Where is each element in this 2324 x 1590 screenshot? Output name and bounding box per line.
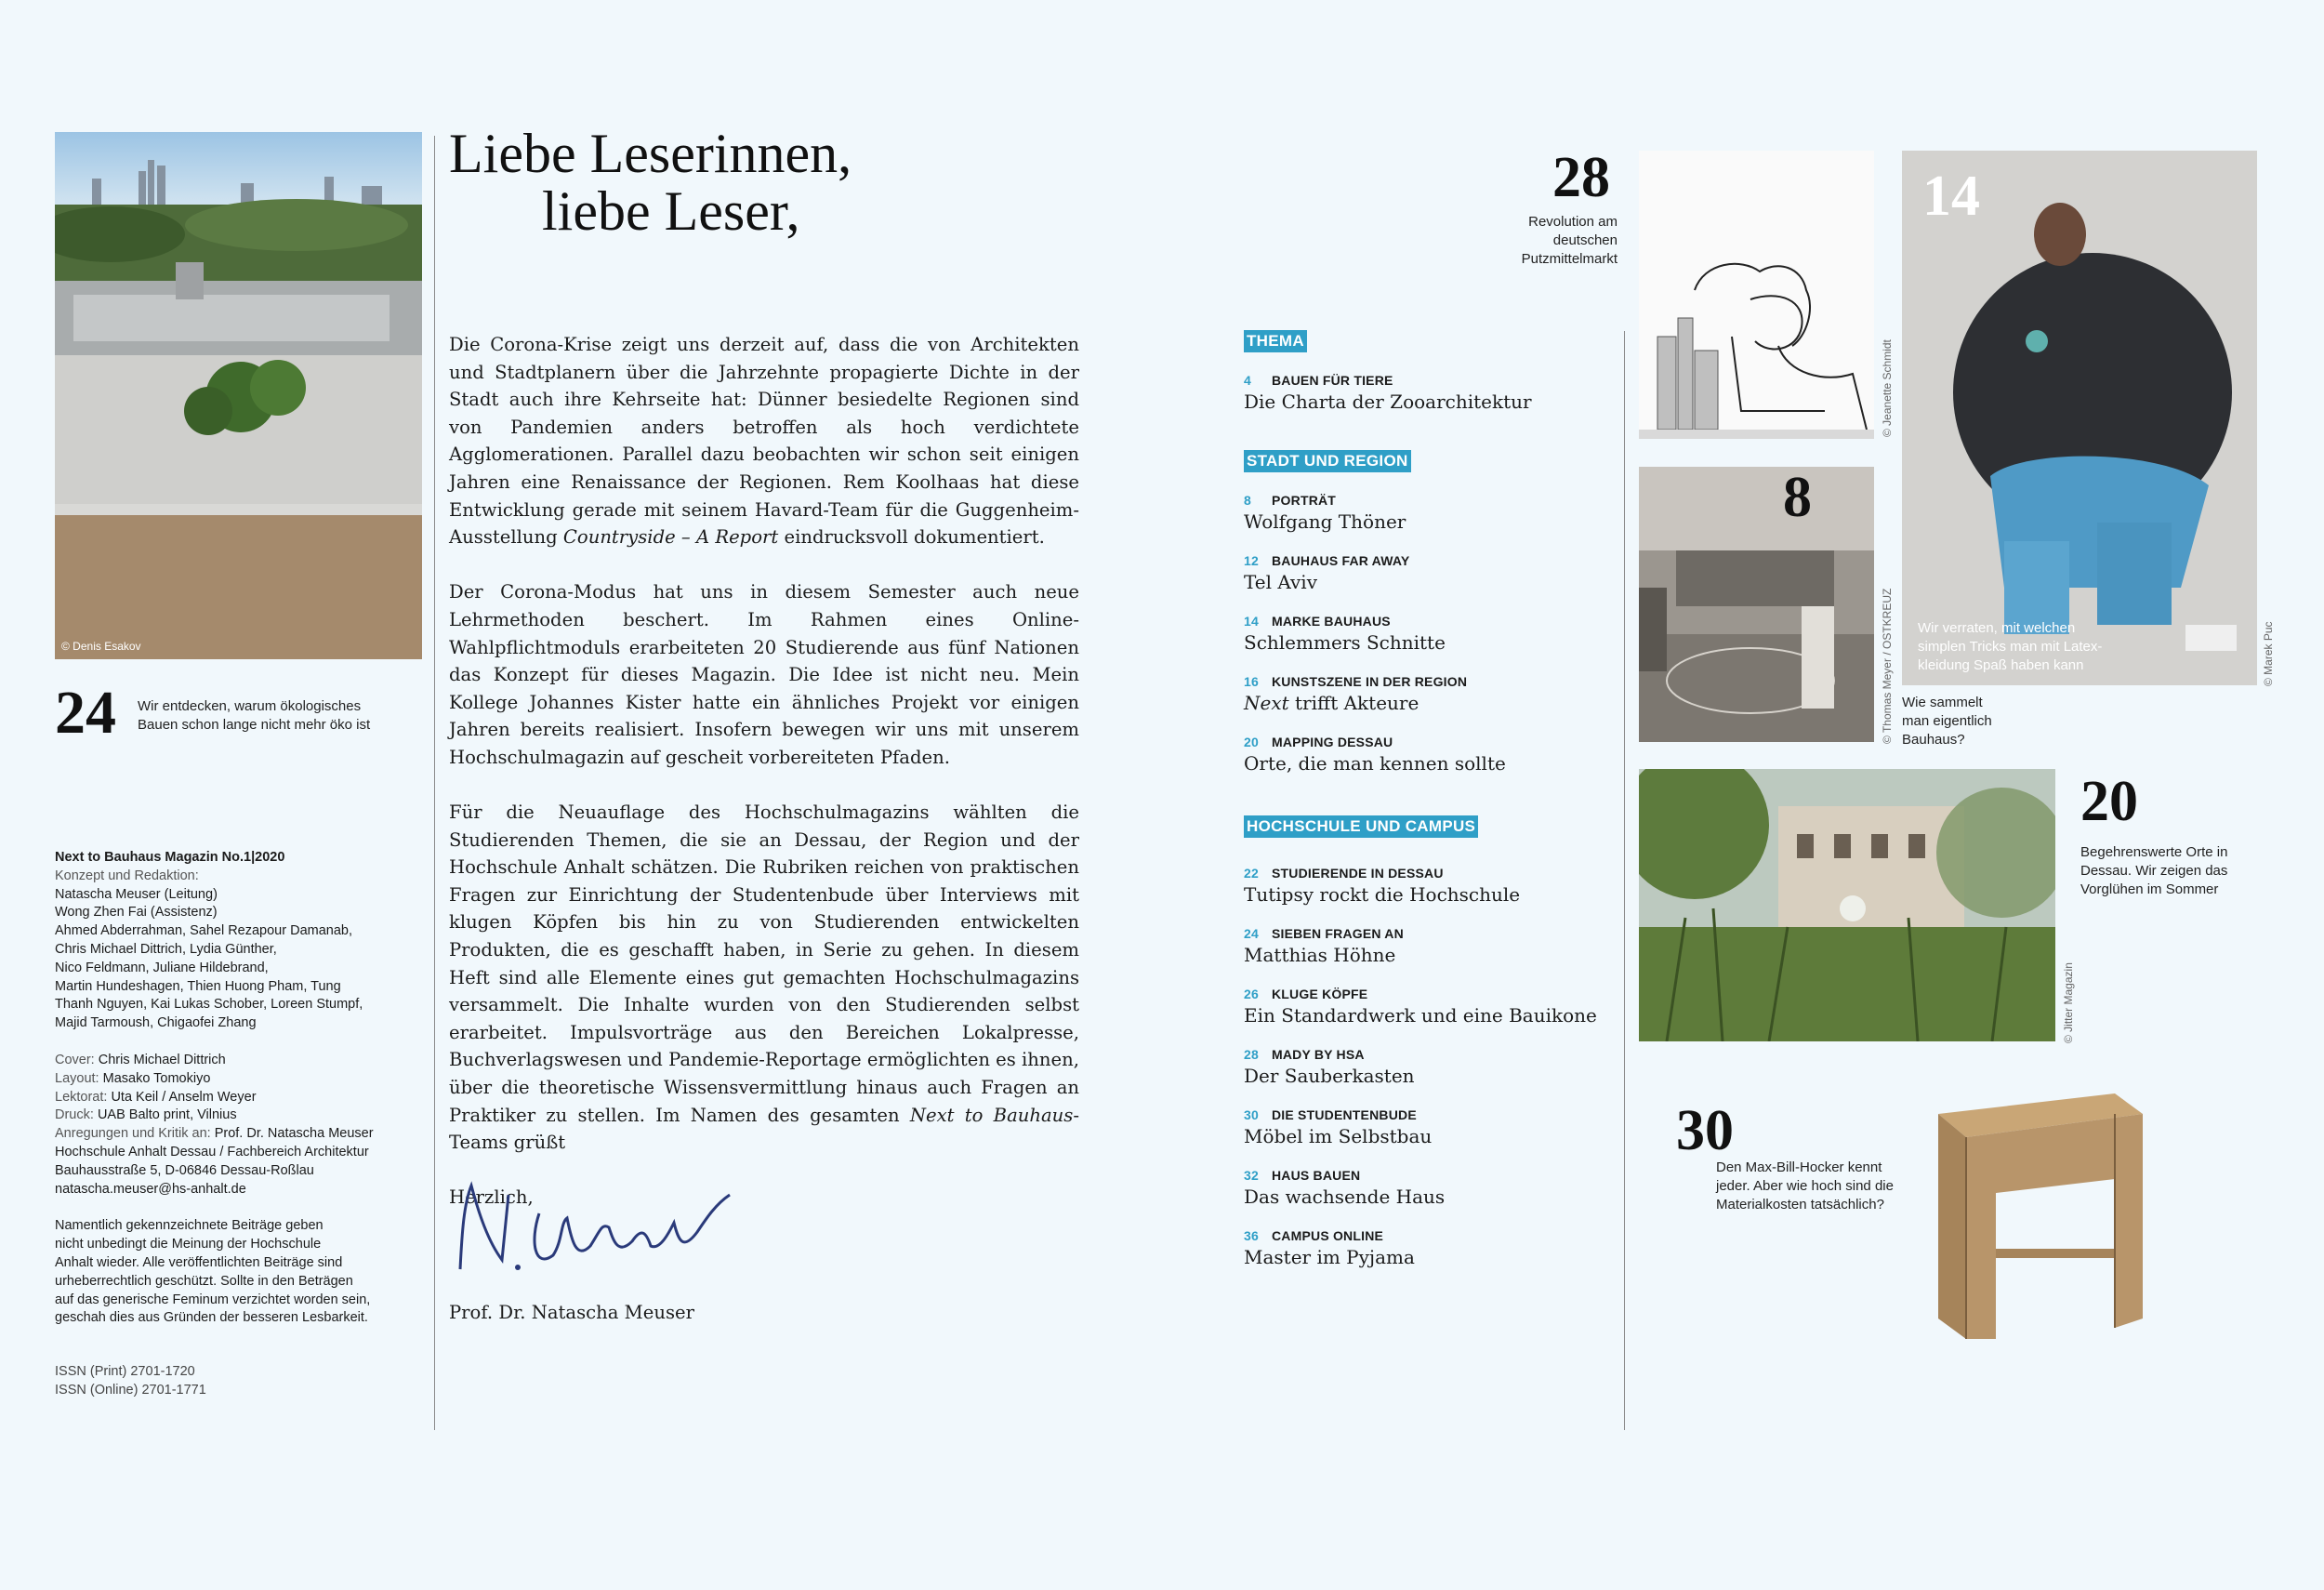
- toc-entry[interactable]: 22 STUDIERENDE IN DESSAU Tutipsy rockt die Hochschule: [1244, 866, 1521, 906]
- cover-label: Cover:: [55, 1052, 95, 1067]
- imprint-name: Wong Zhen Fai (Assistenz): [55, 905, 218, 921]
- teaser-14-credit: © Marek Puc: [2262, 621, 2275, 686]
- campus-photo-illustration: [55, 132, 422, 659]
- table-of-contents: [1244, 330, 1644, 1268]
- imprint-name: Martin Hundeshagen, Thien Huong Pham, Tung: [55, 978, 341, 994]
- disclaimer-line: nicht unbedingt die Meinung der Hochschule: [55, 1237, 322, 1252]
- imprint-name: Thanh Nguyen, Kai Lukas Schober, Loreen Stumpf,: [55, 997, 363, 1013]
- toc-entry[interactable]: 26 KLUGE KÖPFE Ein Standardwerk und eine Bauikone: [1244, 987, 1597, 1027]
- issn-online: ISSN (Online) 2701-1771: [55, 1382, 206, 1398]
- toc-entry[interactable]: 32 HAUS BAUEN Das wachsende Haus: [1244, 1168, 1446, 1208]
- teaser-24-text: Wir entdecken, warum ökologisches Bauen schon lange nicht mehr öko ist: [138, 698, 371, 733]
- signature-scribble: [451, 1176, 748, 1288]
- park-scene: [1639, 769, 2055, 1041]
- anregungen-value: Prof. Dr. Natascha Meuser: [214, 1126, 374, 1142]
- line-drawing: [1639, 151, 1874, 439]
- letter-paragraph-2: Der Corona-Modus hat uns in diesem Semester auch neue Lehrmethoden beschert. Im Rahmen eines Online-Wahlpflichtmoduls erarbeiteten 20 Studierende aus fünf Nationen das Konzept für dieses Magazin. Die Idee ist nicht neu. Mein Kollege Johannes Kister hatte ein ähnliches Projekt vor einigen Jahren bereits realisiert. Insofern bewegen wir uns mit unserem Hochschulmagazin auf gescheit vorbereiteten Pfaden.: [449, 581, 1079, 768]
- toc-entry[interactable]: 24 SIEBEN FRAGEN AN Matthias Höhne: [1244, 926, 1404, 966]
- toc-entry[interactable]: 16 KUNSTSZENE IN DER REGION Next trifft Akteure: [1244, 674, 1468, 714]
- toc-entry[interactable]: 12 BAUHAUS FAR AWAY Tel Aviv: [1244, 553, 1410, 593]
- cover-value: Chris Michael Dittrich: [98, 1052, 226, 1067]
- toc-entry[interactable]: 28 MADY BY HSA Der Sauberkasten: [1244, 1047, 1415, 1087]
- address-line: Hochschule Anhalt Dessau / Fachbereich Architektur: [55, 1144, 369, 1159]
- teaser-8-number: 8: [1783, 467, 1812, 529]
- teaser-20-text: Begehrenswerte Orte in Dessau. Wir zeigen das Vorglühen im Sommer: [2080, 844, 2228, 897]
- toc-section-stadt-und-region: STADT UND REGION: [1244, 450, 1411, 472]
- teaser-30-text: Den Max-Bill-Hocker kennt jeder. Aber wie hoch sind die Materialkosten tatsächlich?: [1716, 1159, 1894, 1212]
- imprint-title: Next to Bauhaus Magazin No.1|2020: [55, 850, 285, 865]
- address-line: Bauhausstraße 5, D-06846 Dessau-Roßlau: [55, 1162, 314, 1178]
- toc-entry[interactable]: 4 BAUEN FÜR TIERE Die Charta der Zooarchitektur: [1244, 373, 1532, 413]
- toc-entry[interactable]: 20 MAPPING DESSAU Orte, die man kennen sollte: [1244, 735, 1506, 775]
- fashion-figure: [1902, 151, 2257, 685]
- latex-fashion-photo: [1902, 151, 2257, 685]
- disclaimer-line: auf das generische Feminum verzichtet worden sein,: [55, 1292, 371, 1307]
- column-divider-left: [434, 136, 435, 1430]
- disclaimer-line: geschah dies aus Gründen der besseren Lesbarkeit.: [55, 1310, 368, 1326]
- imprint-name: Ahmed Abderrahman, Sahel Rezapour Damanab,: [55, 923, 352, 939]
- greeting-line-1: Liebe Leserinnen,: [449, 123, 852, 184]
- lektorat-value: Uta Keil / Anselm Weyer: [111, 1089, 257, 1105]
- anregungen-label: Anregungen und Kritik an:: [55, 1126, 211, 1142]
- toc-entry[interactable]: 30 DIE STUDENTENBUDE Möbel im Selbstbau: [1244, 1107, 1433, 1147]
- signer-name: Prof. Dr. Natascha Meuser: [449, 1302, 694, 1323]
- imprint: [55, 849, 417, 1328]
- toc-section-hochschule-und-campus: HOCHSCHULE UND CAMPUS: [1244, 815, 1478, 838]
- disclaimer-line: Anhalt wieder. Alle veröffentlichten Beiträge sind: [55, 1254, 343, 1270]
- teaser-14-text: Wir verraten, mit welchen simplen Tricks man mit Latex- kleidung Spaß haben kann: [1918, 620, 2103, 673]
- imprint-name: Nico Feldmann, Juliane Hildebrand,: [55, 960, 269, 975]
- photo-credit: © Denis Esakov: [61, 640, 141, 653]
- imprint-name: Natascha Meuser (Leitung): [55, 886, 218, 902]
- druck-label: Druck:: [55, 1107, 94, 1123]
- toc-section-thema: THEMA: [1244, 330, 1307, 352]
- teaser-28-text: Revolution am deutschen Putzmittelmarkt: [1521, 214, 1618, 267]
- disclaimer-line: urheberrechtlich geschützt. Sollte in den Beträgen: [55, 1273, 353, 1289]
- teaser-30-number: 30: [1676, 1099, 1734, 1162]
- imprint-konzept-label: Konzept und Redaktion:: [55, 868, 199, 883]
- issn: [55, 1363, 206, 1400]
- teaser-24-number: 24: [55, 679, 116, 747]
- teaser-28-credit: © Jeanette Schmidt: [1881, 339, 1894, 437]
- disclaimer-line: Namentlich gekennzeichnete Beiträge geben: [55, 1218, 324, 1234]
- campus-photo: [55, 132, 422, 659]
- editorial-letter: [449, 331, 1079, 1239]
- teaser-28-number: 28: [1552, 146, 1610, 209]
- dessau-park-photo: [1639, 769, 2055, 1041]
- letter-paragraph-1: Die Corona-Krise zeigt uns derzeit auf, dass die von Architekten und Stadtplanern über die Jahrzehnte propagierte Dichte in der Stadt auch ihre Kehrseite hat: Dünner besiedelte Regionen sind von Pandemien anders betroffen als hoch verdichtete Agglomerationen. Parallel dazu beobachten wir schon seit einigen Jahren eine Renaissance der Regionen. Rem Koolhaas hat diese Entwicklung gerade mit seinem Havard-Team für die Guggenheim-Ausstellung Countryside – A Report eindrucksvoll dokumentiert.: [449, 334, 1079, 549]
- lektorat-label: Lektorat:: [55, 1089, 108, 1105]
- teaser-14-number: 14: [1922, 165, 1980, 228]
- cleaning-illustration: [1639, 151, 1874, 439]
- druck-value: UAB Balto print, Vilnius: [97, 1107, 237, 1123]
- toc-entry[interactable]: 14 MARKE BAUHAUS Schlemmers Schnitte: [1244, 614, 1446, 654]
- layout-value: Masako Tomokiyo: [102, 1070, 211, 1086]
- teaser-8-credit: © Thomas Meyer / OSTKREUZ: [1881, 588, 1894, 744]
- toc-entry[interactable]: 8 PORTRÄT Wolfgang Thöner: [1244, 493, 1406, 533]
- issn-print: ISSN (Print) 2701-1720: [55, 1364, 195, 1379]
- letter-paragraph-3: Für die Neuauflage des Hochschulmagazins wählten die Studierenden Themen, die sie an Dessau, der Region und der Hochschule Anhalt schätzen. Die Rubriken reichen von praktischen Fragen zur Einrichtung der Studentenbude über Interviews mit klugen Köpfen bis hin zu von Studierenden entwickelten Produkten, die es geschafft haben, in Serie zu gehen. In diesem Heft sind alle Elemente eines gut gemachten Hochschulmagazins versammelt. Die Inhalte wurden von den Studierenden selbst erarbeitet. Impulsvorträge aus den Bereichen Lokalpresse, Buchverlagswesen und Pandemie-Reportage ermöglichten es ihnen, über die theoretische Wissensvermittlung hinaus auch Fragen an Praktiker zu stellen. Im Namen des gesamten Next to Bauhaus-Teams grüßt: [449, 802, 1079, 1154]
- max-bill-stool: [1929, 1086, 2143, 1339]
- bauhaus-collection-photo: [1639, 467, 1874, 742]
- toc-entry[interactable]: 36 CAMPUS ONLINE Master im Pyjama: [1244, 1228, 1415, 1268]
- imprint-name: Chris Michael Dittrich, Lydia Günther,: [55, 941, 277, 957]
- museum-interior: [1639, 467, 1874, 742]
- imprint-name: Majid Tarmoush, Chigaofei Zhang: [55, 1015, 257, 1031]
- letter-closing: Herzlich,: [449, 1186, 534, 1209]
- greeting-line-2: liebe Leser,: [542, 180, 800, 242]
- teaser-20-credit: © Jitter Magazin: [2062, 962, 2075, 1043]
- layout-label: Layout:: [55, 1070, 99, 1086]
- teaser-8-text: Wie sammelt man eigentlich Bauhaus?: [1902, 695, 1992, 748]
- greeting: [449, 125, 852, 240]
- stool-illustration: [1929, 1086, 2143, 1339]
- signature: [451, 1176, 748, 1288]
- teaser-20-number: 20: [2080, 770, 2138, 833]
- email-link[interactable]: natascha.meuser@hs-anhalt.de: [55, 1181, 246, 1197]
